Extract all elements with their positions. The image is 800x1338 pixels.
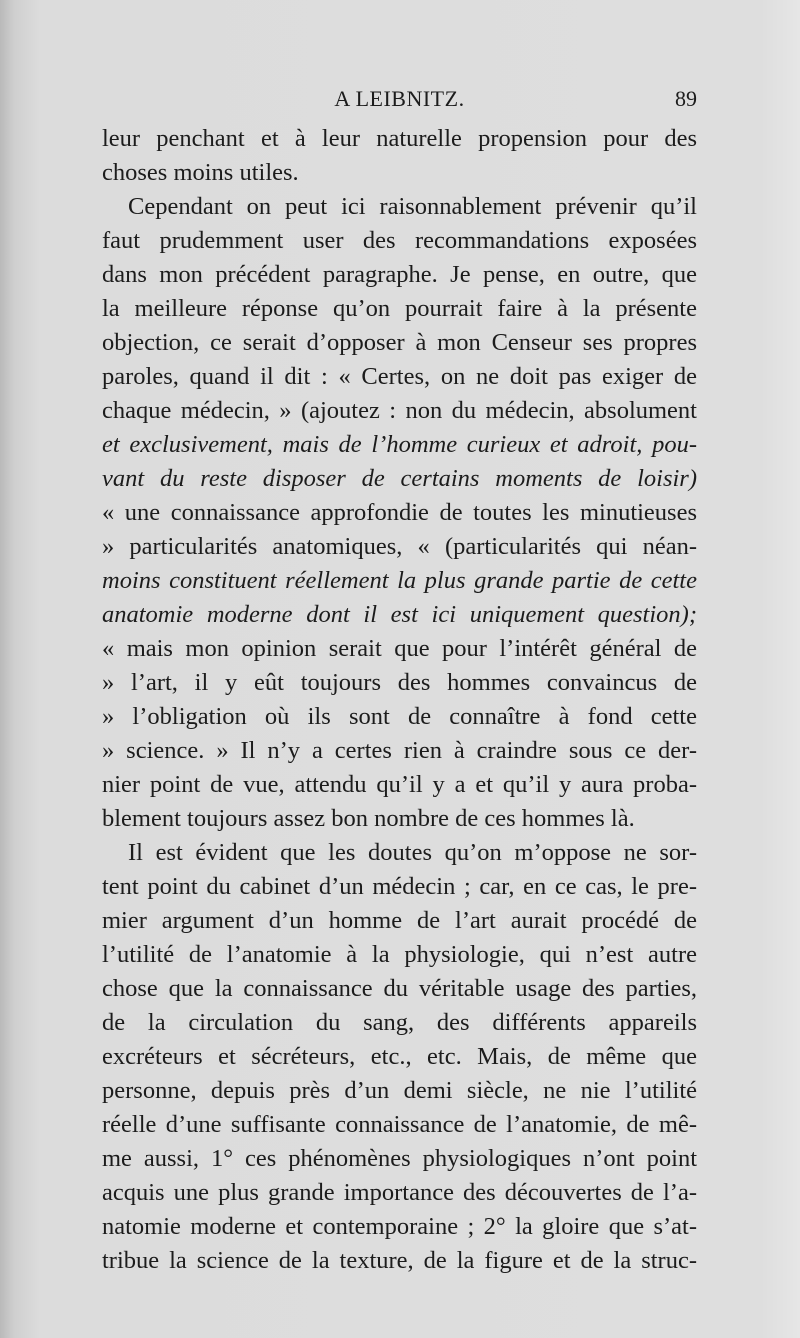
text-line: tribue la science de la texture, de la figure et de la struc- <box>102 1247 697 1274</box>
text-line: acquis une plus grande importance des découvertes de l’a- <box>102 1179 697 1206</box>
text-line: Il est évident que les doutes qu’on m’oppose ne sor- <box>128 839 697 866</box>
text-line: mier argument d’un homme de l’art aurait procédé de <box>102 907 697 934</box>
text-line: » l’art, il y eût toujours des hommes convaincus de <box>102 669 697 696</box>
text-line: vant du reste disposer de certains moments de loisir) <box>102 465 697 492</box>
text-line: personne, depuis près d’un demi siècle, ne nie l’utilité <box>102 1077 697 1104</box>
text-line: leur penchant et à leur naturelle propension pour des <box>102 125 697 152</box>
running-head <box>102 86 697 118</box>
text-line: réelle d’une suffisante connaissance de l’anatomie, de mê- <box>102 1111 697 1138</box>
text-line: et exclusivement, mais de l’homme curieux et adroit, pou- <box>102 431 697 458</box>
text-line: » l’obligation où ils sont de connaître à fond cette <box>102 703 697 730</box>
text-line: excréteurs et sécréteurs, etc., etc. Mais, de même que <box>102 1043 697 1070</box>
text-line: de la circulation du sang, des différents appareils <box>102 1009 697 1036</box>
text-line: natomie moderne et contemporaine ; 2° la gloire que s’at- <box>102 1213 697 1240</box>
text-line: la meilleure réponse qu’on pourrait faire à la présente <box>102 295 697 322</box>
text-line: faut prudemment user des recommandations exposées <box>102 227 697 254</box>
body-text <box>102 122 697 1278</box>
text-line: » science. » Il n’y a certes rien à craindre sous ce der- <box>102 737 697 764</box>
text-line: blement toujours assez bon nombre de ces hommes là. <box>102 805 635 832</box>
text-line: nier point de vue, attendu qu’il y a et qu’il y aura proba- <box>102 771 697 798</box>
text-line: « une connaissance approfondie de toutes les minutieuses <box>102 499 697 526</box>
text-line: tent point du cabinet d’un médecin ; car, en ce cas, le pre- <box>102 873 697 900</box>
text-line: » particularités anatomiques, « (particularités qui néan- <box>102 533 697 560</box>
text-line: chose que la connaissance du véritable usage des parties, <box>102 975 697 1002</box>
text-line: moins constituent réellement la plus grande partie de cette <box>102 567 697 594</box>
text-line: « mais mon opinion serait que pour l’intérêt général de <box>102 635 697 662</box>
text-line: me aussi, 1° ces phénomènes physiologiques n’ont point <box>102 1145 697 1172</box>
running-title: A LEIBNITZ. <box>334 86 465 111</box>
page-number: 89 <box>675 86 697 111</box>
text-line: choses moins utiles. <box>102 159 299 186</box>
text-line: Cependant on peut ici raisonnablement prévenir qu’il <box>128 193 697 220</box>
text-line: paroles, quand il dit : « Certes, on ne doit pas exiger de <box>102 363 697 390</box>
text-line: anatomie moderne dont il est ici uniquement question); <box>102 601 697 628</box>
text-line: objection, ce serait d’opposer à mon Censeur ses propres <box>102 329 697 356</box>
text-line: l’utilité de l’anatomie à la physiologie, qui n’est autre <box>102 941 697 968</box>
text-line: chaque médecin, » (ajoutez : non du médecin, absolument <box>102 397 697 424</box>
text-line: dans mon précédent paragraphe. Je pense, en outre, que <box>102 261 697 288</box>
